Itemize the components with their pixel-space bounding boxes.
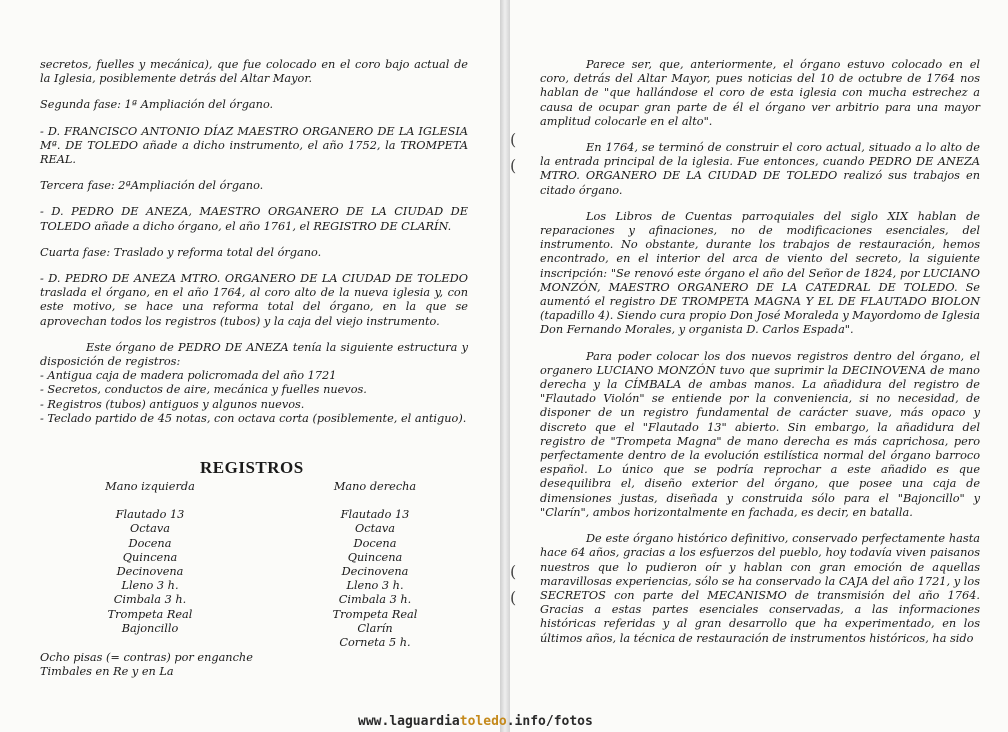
watermark-suffix: .info/fotos: [506, 714, 593, 729]
margin-mark: (: [510, 588, 517, 607]
left-hand-column: [70, 480, 230, 636]
list-item: Trompeta Real: [332, 607, 418, 621]
margin-mark: (: [510, 156, 517, 175]
phase-heading: Cuarta fase: Traslado y reforma total del órgano.: [40, 245, 322, 259]
column-heading: Mano derecha: [333, 480, 417, 493]
list-item: Quincena: [347, 550, 403, 564]
list-item: Octava: [130, 522, 170, 536]
list-item: - Registros (tubos) antiguos y algunos nuevos.: [40, 397, 305, 411]
list-item: Quincena: [122, 550, 178, 564]
footer-note: [40, 651, 340, 679]
list-item: Bajoncillo: [121, 621, 179, 635]
list-item: - Antigua caja de madera policromada del año 1721: [40, 369, 337, 383]
list-item: Clarín: [357, 621, 393, 635]
paragraph: En 1764, se terminó de construir el coro actual, situado a lo alto de la entrada principal de la iglesia. Fue entonces, cuando PEDRO DE ANEZA MTRO. ORGANERO DE LA CIUDAD DE TOLEDO realizó sus trabajos en citado órgano.: [540, 141, 980, 197]
margin-mark: (: [510, 130, 517, 149]
list-item: Lleno 3 h.: [346, 579, 404, 593]
paragraph: - D. PEDRO DE ANEZA, MAESTRO ORGANERO DE LA CIUDAD DE TOLEDO añade a dicho órgano, el año 1761, el REGISTRO DE CLARÍN.: [40, 205, 468, 233]
right-text-block: [540, 58, 980, 646]
watermark: [358, 714, 593, 729]
registros-title: REGISTROS: [200, 458, 304, 477]
left-page: [0, 0, 500, 732]
page-gutter: [500, 0, 510, 732]
list-item: Decinovena: [116, 565, 184, 579]
paragraph: Para poder colocar los dos nuevos registros dentro del órgano, el organero LUCIANO MONZÓN tuvo que suprimir la DECINOVENA de mano derecha y la CÍMBALA de ambas manos. La añadidura del registro de "Flautado Violón" se entiende por la conveniencia, si no necesidad, de disponer de un registro fundamental de carácter suave, más opaco y discreto que el "Flautado 13" abierto. Sin embargo, la añadidura del registro de "Trompeta Magna" de mano derecha es más caprichosa, pero perfectamente dentro de la evolución estilística normal del órgano barroco español. Lo único que se podría reprochar a este añadido es que desequilibra el, diseño exterior del órgano, que posee una caja de dimensiones justas, diseñada y construida sólo para el "Bajoncillo" y "Clarín", ambos horizontalmente en fachada, es decir, en batalla.: [540, 349, 980, 519]
paragraph: De este órgano histórico definitivo, conservado perfectamente hasta hace 64 años, gracias a los esfuerzos del pueblo, hoy todavía viven paisanos nuestros que lo pudieron oír y hablan con gran emoción de aquellas maravillosas experiencias, sólo se ha conservado la CAJA del año 1721, y los SECRETOS con parte del MECANISMO de transmisión del año 1764. Gracias a estas partes esenciales conservadas, a las informaciones históricas referidas y al gran desarrollo que ha experimentado, en los últimos años, la técnica de restauración de instrumentos históricos, ha sido: [540, 532, 980, 645]
phase-heading: Tercera fase: 2ªAmpliación del órgano.: [40, 179, 264, 193]
watermark-part1: laguardia: [389, 714, 460, 729]
list-item: - Secretos, conductos de aire, mecánica y fuelles nuevos.: [40, 383, 367, 397]
list-item: Flautado 13: [115, 508, 185, 522]
paragraph: - D. PEDRO DE ANEZA MTRO. ORGANERO DE LA CIUDAD DE TOLEDO traslada el órgano, en el año 1764, al coro alto de la nueva iglesia y, con este motivo, se hace una reforma total del órgano, en la que se aprovechan todos los registros (tubos) y la caja del viejo instrumento.: [40, 272, 468, 328]
phase-heading: Segunda fase: 1ª Ampliación del órgano.: [40, 98, 274, 112]
watermark-part2: toledo: [459, 714, 507, 729]
paragraph: - D. FRANCISCO ANTONIO DÍAZ MAESTRO ORGANERO DE LA IGLESIA Mª. DE TOLEDO añade a dicho instrumento, el año 1752, la TROMPETA REAL.: [40, 124, 468, 167]
structure-list: [40, 369, 468, 426]
footer-line: Ocho pisas (= contras) por enganche: [40, 651, 253, 664]
paragraph: secretos, fuelles y mecánica), que fue colocado en el coro bajo actual de la Iglesia, posiblemente detrás del Altar Mayor.: [40, 58, 468, 86]
footer-line: Timbales en Re y en La: [40, 665, 174, 679]
left-text-block: [40, 58, 468, 426]
right-hand-column: [295, 480, 455, 650]
list-item: Decinovena: [341, 565, 409, 579]
list-item: Docena: [128, 536, 172, 550]
list-item: Flautado 13: [340, 508, 410, 522]
list-item: Trompeta Real: [107, 607, 193, 621]
column-heading: Mano izquierda: [105, 480, 195, 493]
list-item: Corneta 5 h.: [339, 636, 411, 650]
list-item: Cimbala 3 h.: [113, 593, 187, 607]
list-item: Cimbala 3 h.: [338, 593, 412, 607]
margin-mark: (: [510, 562, 517, 581]
list-item: - Teclado partido de 45 notas, con octava corta (posiblemente, el antiguo).: [40, 411, 467, 425]
watermark-prefix: www.: [358, 714, 390, 729]
paragraph: Este órgano de PEDRO DE ANEZA tenía la siguiente estructura y disposición de registros:: [40, 340, 468, 369]
paragraph: Parece ser, que, anteriormente, el órgano estuvo colocado en el coro, detrás del Altar Mayor, pues noticias del 10 de octubre de 1764 nos hablan de "que hallándose el coro de esta iglesia con mucha estrechez a causa de ocupar gran parte de él el órgano ver arbitrio para una mayor amplitud colocarle en el alto".: [540, 58, 980, 128]
list-item: Lleno 3 h.: [121, 579, 179, 593]
list-item: Docena: [353, 536, 397, 550]
paragraph: Los Libros de Cuentas parroquiales del siglo XIX hablan de reparaciones y afinaciones, no de modificaciones esenciales, del instrumento. No obstante, durante los trabajos de restauración, hemos encontrado, en el interior del arca de viento del secreto, la siguiente inscripción: "Se renovó este órgano el año del Señor de 1824, por LUCIANO MONZÓN, MAESTRO ORGANERO DE LA CATEDRAL DE TOLEDO. Se aumentó el registro DE TROMPETA MAGNA Y EL DE FLAUTADO BIOLON (tapadillo 4). Siendo cura propio Don José Moraleda y Mayordomo de Iglesia Don Fernando Morales, y organista D. Carlos Espada".: [540, 209, 980, 337]
right-page: [510, 0, 1008, 732]
list-item: Octava: [355, 522, 395, 536]
